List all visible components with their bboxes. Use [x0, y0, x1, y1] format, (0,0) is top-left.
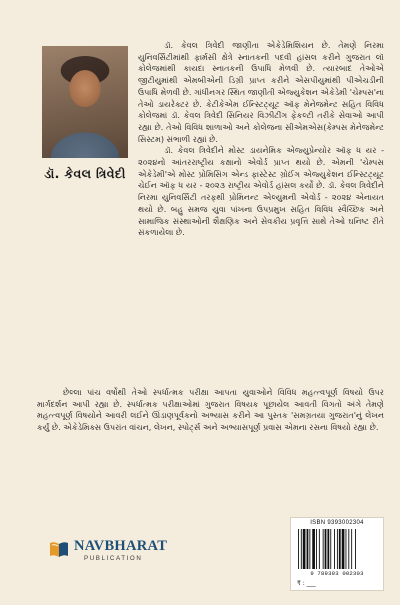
barcode-number: 9 789393 002303 — [310, 570, 364, 577]
description-paragraph: છેલ્લા પાંચ વર્ષોથી તેઓ સ્પર્ધાત્મક પરીક્ષા આપતા યુવાઓને વિવિધ મહત્ત્વપૂર્ણ વિષયો ઉપર માર્ગદર્શન આપી રહ્યા છે. સ્પર્ધાત્મક પરીક્ષાઓમાં ગુજરાત વિષયક પૂછાયેલ આવતી વિગતો અંગે તેમણે મહત્ત્વપૂર્ણ વિષયોને આવરી લઈને ઊંડાણપૂર્વકનો અભ્યાસ કરીને આ પુસ્તક 'સમગ્રતયા ગુજરાત'નું લેખન કર્યું છે. એકેડેમિક્સ ઉપરાંત વાંચન, લેખન, સ્પોર્ટ્સ અને અભ્યાસપૂર્ણ પ્રવાસ એમના રસના વિષયો રહ્યા છે. — [37, 387, 384, 433]
bio-paragraph-2: ડૉ. કેવલ ત્રિવેદીને મોસ્ટ ડાયનેમિક એજ્યુપ્રેન્યોર ઑફ ધ યર - ૨૦૨૪નો આંતરરાષ્ટ્રીય કક્ષાનો એવોર્ડ પ્રાપ્ત થયો છે. એમની 'ચેમ્પસ એકેડેમી'એ મોસ્ટ પ્રોમિસિંગ એન્ડ ફાસ્ટેસ્ટ ગ્રોઈંગ એજ્યુકેશન ઈન્સ્ટિટ્યૂટ ચેઈન ઑફ ધ યર - ૨૦૨૩ રાષ્ટ્રીય એવોર્ડ હાંસલ કર્યો છે. ડૉ. કેવલ ત્રિવેદીને નિરમા યુનિવર્સિટી તરફથી પ્રોમિનન્ટ એલ્યુમની એવોર્ડ - ૨૦૨૪ એનાયત થયો છે. બહુ સમજ યુવા પાંખના ઉપપ્રમુખ સહિત વિવિધ સ્વૈચ્છિક અને સામાજિક સંસ્થાઓની શૈક્ષણિક અને સેવકીય પ્રવૃત્તિ સાથે તેઓ ઘનિષ્ટ રીતે સંકળાયેલા છે. — [138, 145, 384, 238]
barcode-bar — [351, 529, 352, 569]
publisher-name: NAVBHARAT — [74, 538, 168, 554]
price: ₹ : ___ — [297, 580, 316, 587]
barcode-bar — [309, 529, 310, 569]
publisher-logo — [48, 536, 168, 564]
barcode-bar — [327, 529, 329, 569]
publisher-tagline: PUBLICATION — [84, 555, 143, 562]
author-name: ડૉ. કેવલ ત્રિવેદી — [44, 166, 126, 181]
barcode-bar — [337, 529, 338, 569]
barcode-bar — [307, 529, 309, 569]
barcode — [297, 529, 377, 569]
barcode-bar — [348, 529, 349, 569]
barcode-bar — [339, 529, 341, 569]
barcode-bar — [316, 529, 317, 569]
barcode-bar — [334, 529, 335, 569]
book-description — [37, 387, 384, 434]
barcode-bar — [355, 529, 356, 569]
barcode-bar — [323, 529, 324, 569]
book-logo-icon — [48, 538, 70, 560]
barcode-bar — [325, 529, 327, 569]
barcode-bar — [298, 529, 299, 569]
barcode-bar — [319, 529, 320, 569]
barcode-bar — [330, 529, 331, 569]
isbn-label: ISBN 9393002304 — [310, 520, 364, 526]
author-bio — [138, 40, 384, 239]
isbn-barcode-block — [290, 517, 384, 591]
barcode-bar — [346, 529, 347, 569]
barcode-bar — [312, 529, 315, 569]
bio-paragraph-1: ડૉ. કેવલ ત્રિવેદી જાણીતા એકેડેમિશિયન છે. તેમણે નિરમા યુનિવર્સિટીમાંથી ફાર્મસી ક્ષેત્રે સ્નાતકની પદવી હાંસલ કરીને ગુજરાત લૉ કોલેજમાંથી કાયદા સ્નાતકની ઉપાધિ મેળવી છે. ત્યારબાદ તેઓએ જીટીયુમાંથી એમબીએની ડિગ્રી પ્રાપ્ત કરીને એસપીયુમાંથી પીએચડીની ઉપાધિ મેળવી છે. ગાંધીનગર સ્થિત જાણીતી એજ્યુકેશન એકેડેમી 'ચેમ્પસ'ના તેઓ ડાયરેક્ટર છે. કેટીકેએમ ઈન્સ્ટિટ્યૂટ ઑફ મેનેજમેન્ટ સહિત વિવિધ કોલેજમાં ડૉ. કેવલ ત્રિવેદી સિનિયર વિઝીટીંગ ફેકલ્ટી તરીકે સેવાઓ આપી રહ્યા છે. તેઓ વિવિધ શાળાઓ અને કોલેજના સીએમએસ(કેમ્પસ મેનેજમેન્ટ સિસ્ટમ) સંભાળી રહ્યાં છે. — [138, 40, 384, 144]
barcode-bar — [303, 529, 306, 569]
author-photo — [42, 46, 128, 158]
barcode-bar — [301, 529, 302, 569]
barcode-bar — [342, 529, 345, 569]
